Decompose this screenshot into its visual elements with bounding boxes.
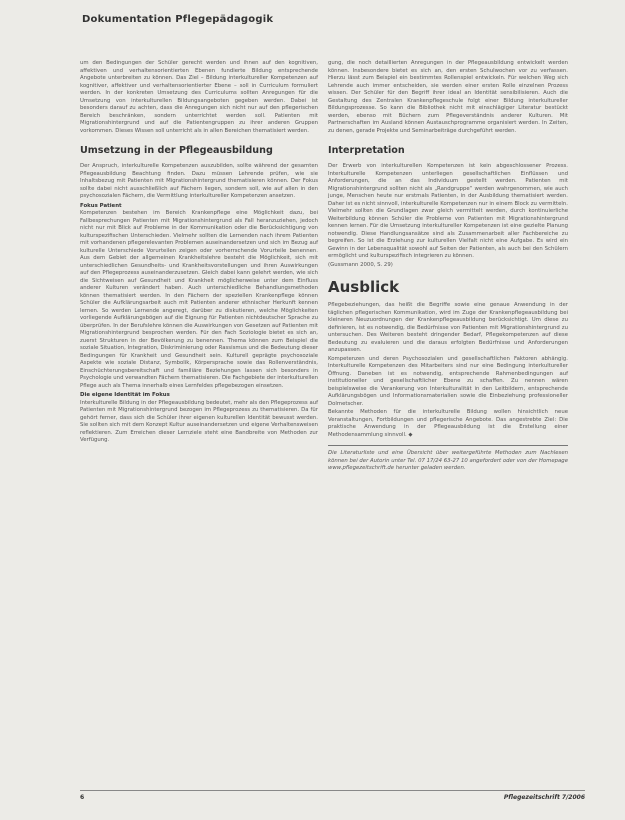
- left-column: [80, 60, 318, 446]
- running-header: Dokumentation Pflegepädagogik: [82, 14, 274, 25]
- section-heading-ausblick: Ausblick: [328, 278, 400, 296]
- ausblick-3-text: Bekannte Methoden für die interkulturelle Bildung wollen hinsichtlich neue Veranstaltungen, Fortbildungen und pflegerische Angebote. Das angestrebte Ziel: Die praktische Anwendung in der Pflegeausbildung ist die Erstellung einer Methodensammlung sinnvoll.: [328, 409, 568, 438]
- section-paragraph-umsetzung: Der Anspruch, interkulturelle Kompetenzen auszubilden, sollte während der gesamten Pflegeausbildung Beachtung finden. Dazu müssen Lehrende prüfen, wie sie Inhaltsbezug mit Patienten mit Migrationshintergrund thematisieren können. Der Fokus sollte dabei nicht ausschließlich auf Fächern liegen, sondern soll, wie auf allen in den psychosozialen Fächern, die Vermittlung interkultureller Kompetenzen ansetzen.: [80, 163, 318, 199]
- subsection-heading-fokus-patient: Fokus Patient: [80, 202, 122, 209]
- journal-name: Pflegezeitschrift 7/2006: [503, 794, 585, 801]
- intro-paragraph: um den Bedingungen der Schüler gerecht werden und ihnen auf den kognitiven, affektiven und verhaltensorientierten Ebenen fundierte Bildung entsprechende Angebote unterbreiten zu können. Das Ziel – Bildung interkultureller Kompetenzen auf kognitiver, affektiver und verhaltensorientierter Ebene – soll in Curriculum formuliert werden. In der konkreten Umsetzung des Curriculums sollten Anregungen für die Umsetzung von interkulturellen Bildungsangeboten gegeben werden. Dabei ist besonders darauf zu achten, dass die Anregungen sich nicht nur auf den pflegerischen Bereich beschränken, sondern unterrichtet werden soll. Patienten mit Migrationshintergrund und auf die Patientengruppen zu ihrer anderen Gruppen vorkommen. Dieses Wissen soll unterricht als in allen Bereichen thematisiert werden.: [80, 60, 318, 134]
- section-heading-interpretation: Interpretation: [328, 145, 405, 156]
- subsection-paragraph-identitaet: Interkulturelle Bildung in der Pflegeausbildung bedeutet, mehr als den Pflegeprozess auf Patienten mit Migrationshintergrund bezogen im Pflegeprozess zu thematisieren. Da für gehört ferner, dass sich die Schüler ihrer eigenen kulturellen Identität bewusst werden. Sie sollten sich mit dem Konzept Kultur auseinandersetzen und eigene Verhaltensweisen reflektieren. Zum Erreichen dieser Lernziele steht eine Bandbreite von Methoden zur Verfügung.: [80, 399, 318, 443]
- citation: (Gussmann 2000, S. 29): [328, 261, 393, 268]
- footnote: Die Literaturliste und eine Übersicht über weitergeführte Methoden zum Nachlesen können bei der Autorin unter Tel. 07 17/24 63-27 10 angefordert oder von der Homepage www.pflegezeitschrift.de herunter geladen werden.: [328, 450, 568, 471]
- section-heading-umsetzung: Umsetzung in der Pflegeausbildung: [80, 145, 273, 156]
- section-paragraph-ausblick-2: Kompetenzen und deren Psychosozialen und gesellschaftlichen Faktoren abhängig. Interkulturelle Kompetenzen des Mitarbeiters sind nur eine Bedingung interkultureller Öffnung. Daneben ist es notwendig, entsprechende Rahmenbedingungen auf institutioneller und gesellschaftlicher Ebene zu schaffen. Zu nennen wären beispielsweise die Verankerung von Interkulturalität in den Leitbildern, entsprechende Aufklärungsbögen und Informationsmaterialien sowie die Einbeziehung professioneller Dolmetscher.: [328, 355, 568, 407]
- section-paragraph-ausblick-3: [328, 409, 568, 439]
- subsection-heading-identitaet: Die eigene Identität im Fokus: [80, 392, 170, 398]
- page-footer: [80, 786, 585, 808]
- section-paragraph-ausblick-1: Pflegebeziehungen, das heißt die Begriffe sowie eine genaue Anwendung in der täglichen pflegerischen Kommunikation, wird im Zuge der Krankenpflegeausbildung bei kleineren Neuzuordnungen der Krankenpflegeausbildung berücksichtigt. Um diese zu definieren, ist es notwendig, die Bedürfnisse von Patienten mit Migrationshintergrund zu untersuchen. Des Weiteren besteht dringender Bedarf, Pflegekompetenzen auf diese Bedeutung zu evaluieren und die daraus erfolgten Bedürfnisse und Anforderungen anzupassen.: [328, 302, 568, 353]
- section-paragraph-interpretation: Der Erwerb von interkulturellen Kompetenzen ist kein abgeschlossener Prozess. Interkulturelle Kompetenzen unterliegen gesellschaftlichen Einflüssen und Anforderungen, die an das Individuum gestellt werden. Patienten mit Migrationshintergrund sollten nicht als „Randgruppe“ werden wahrgenommen, wie auch junge, Menschen heute nur erstmals Patienten, in der Ausbildung thematisiert werden. Daher ist es nicht sinnvoll, interkulturelle Kompetenzen nur in einem Block zu vermitteln. Vielmehr sollten die Grundlagen zwar gleich vermittelt werden, durch kontinuierliche Weiterbildung können Schüler die Probleme von Patienten mit Migrationshintergrund kennen lernen. Für die Umsetzung interkultureller Kompetenzen ist eine gezielte Planung notwendig. Diese Handlungsansätze sind als Zusammenarbeit aller Fachbereiche zu begreifen. So ist die Erziehung zur kulturellen Vielfalt nicht eine Aufgabe. Es wird ein Gewinn in der Lebensqualität sowohl auf Seiten der Patienten, als auch bei den Schülern ermöglicht und kulturspezifisch integrieren zu können.: [328, 163, 568, 259]
- subsection-paragraph-fokus-patient: Kompetenzen bestehen im Bereich Krankenpflege eine Möglichkeit dazu, bei Fallbesprechungen Patienten mit Migrationshintergrund als Fall heranzuziehen, jedoch nicht nur mit Blick auf Probleme in der Kommunikation oder die Berücksichtigung von kulturspezifischen Unterschieden. Vielmehr sollten die Lernenden nach ihrem Patienten mit vorhandenen pflegerelevanten Problemen auseinandersetzen und sich im Bezug auf kulturelle Unterschiede Vorurteilen zeigen oder vorherrschende Vorurteile benennen. Aus dem Gebiet der allgemeinen Krankheitslehre besteht die Möglichkeit, sich mit unterschiedlichen Gesundheits- und Krankheitsvorstellungen und ihren Auswirkungen auf den Pflegeprozess auseinanderzusetzen. Gleich dabei kann gelehrt werden, wie sich die Sichtweisen auf Gesundheit und Krankheit möglicherweise unter dem Einfluss anderer Kulturen verändert haben. Auch unterschiedliche Behandlungsmethoden können thematisiert werden. In den Fächern der speziellen Krankenpflege können Schüler die Aufklärungsarbeit auch mit Patienten anderer ethnischer Herkunft kennen lernen. So werden Lernende angeregt, darüber zu diskutieren, welche Möglichkeiten vorliegende Aufklärungsbögen auf die Eignung für Patienten nichtdeutscher Sprache zu überprüfen. In der Berufslehre können die Auswirkungen von Gesetzen auf Patienten mit Migrationshintergrund besprochen werden. Für den Fach Soziologie bietet es sich an, zuerst Strukturen in der Bevölkerung zu benennen. Thema können zum Beispiel die soziale Situation, Integration, Diskriminierung oder Rassismus und die Bedeutung dieser Bedingungen für Krankheit und Gesundheit sein. Kulturell geprägte psychosoziale Aspekte wie soziale Distanz, Symbolik, Körpersprache sowie das Rollenverständnis, Einschüchterungsbereitschaft und familiäre Beziehungen lassen sich besonders in Psychologie und verwandten Fächern thematisieren. Die Fachgebiete der interkulturellen Pflege auch als Thema innerhalb eines Lernfeldes pflegebezogen einsetzen.: [80, 210, 318, 389]
- footnote-divider: [328, 445, 568, 446]
- continued-paragraph: gung, die noch detaillierten Anregungen in der Pflegeausbildung entwickelt werden können. Insbesondere bietet es sich an, den ersten Schulwochen vor zu verfassen. Hierzu lässt zum Beispiel ein bestimmtes Rollenspiel entwickeln. Für welchen Weg sich Lehrende auch immer entscheiden, sie werden einer ersten Rolle einzelnen Prozess wissen. Der Schüler für den Begriff ihrer ideal an Identität sensibilisieren. Auch die Gestaltung des Zentralen Krankenpflegeschule folgt einer Bildung interkultureller Bildungsprozesse. So kann die Bibliothek nicht mit einschlägiger Literatur bestückt werden, ebenso mit Büchern zum Pflegeverständnis anderer Kulturen. Mit Partnerschaften im Ausland können Austauschprogramme organisiert werden. In Zeiten, zu denen, gerade Projekte und Seminarbeiträge durchgeführt werden.: [328, 60, 568, 134]
- right-column: [328, 60, 568, 474]
- footer-divider: [80, 790, 585, 791]
- page-number: 6: [80, 794, 85, 801]
- end-mark-icon: ◆: [408, 431, 413, 438]
